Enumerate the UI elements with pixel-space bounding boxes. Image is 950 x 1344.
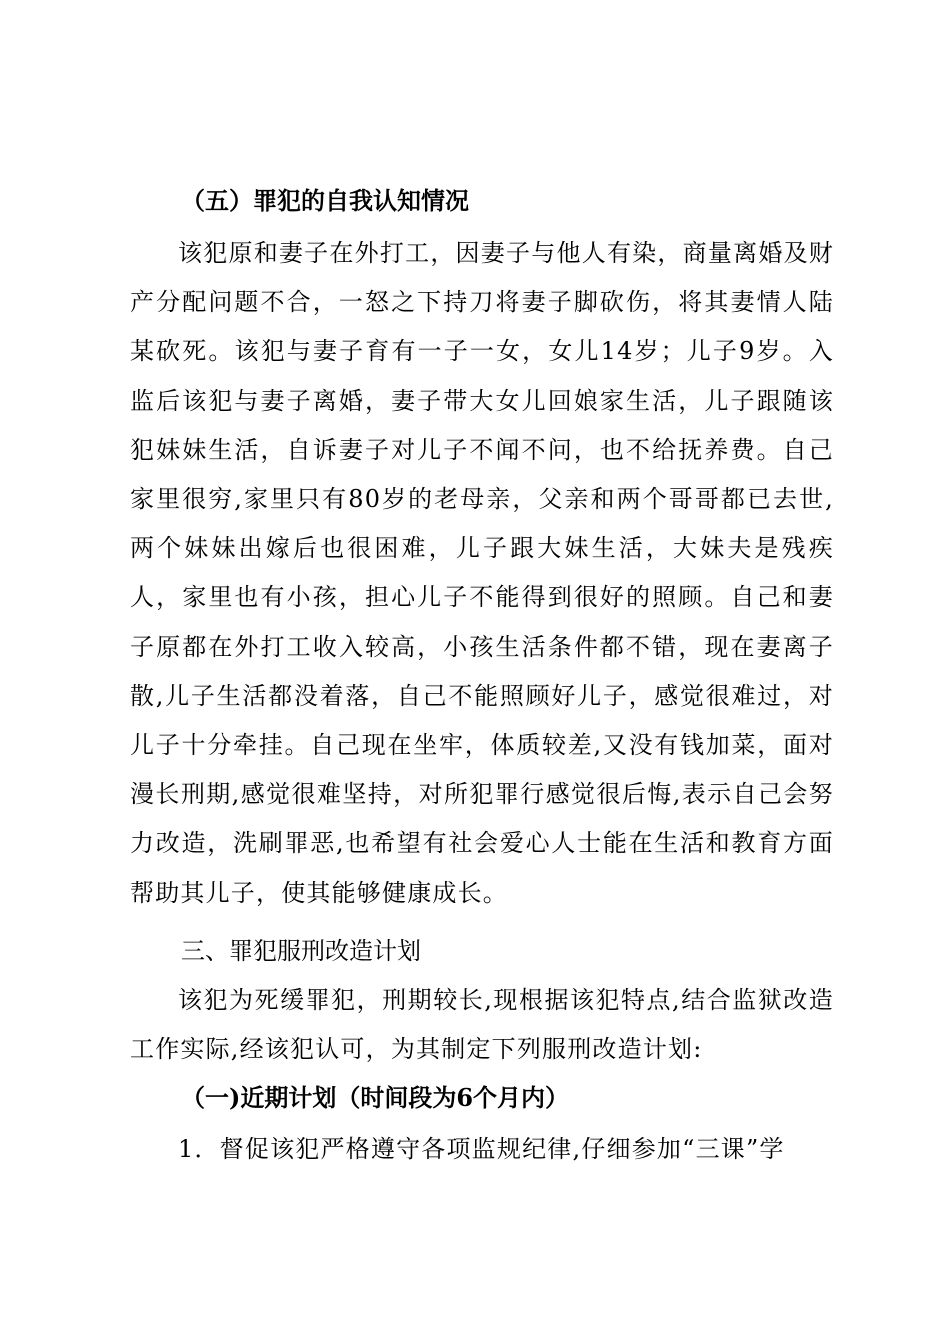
section-3-heading: 三、罪犯服刑改造计划: [181, 937, 421, 965]
subsection-1-heading: （一)近期计划（时间段为6个月内）: [181, 1083, 570, 1112]
section-5-heading: （五）罪犯的自我认知情况: [181, 186, 469, 215]
section-3-paragraph: 该犯为死缓罪犯，刑期较长,现根据该犯特点,结合监狱改造工作实际,经该犯认可，为其制定下列服刑改造计划:: [130, 986, 834, 1064]
plan-item-1: 1．督促该犯严格遵守各项监规纪律,仔细参加“三课”学: [178, 1135, 785, 1163]
section-5-paragraph: 该犯原和妻子在外打工，因妻子与他人有染，商量离婚及财产分配问题不合，一怒之下持刀将妻子脚砍伤，将其妻情人陆某砍死。该犯与妻子育有一子一女，女儿14岁；儿子9岁。入监后该犯与妻子离婚，妻子带大女儿回娘家生活，儿子跟随该犯妹妹生活，自诉妻子对儿子不闻不问，也不给抚养费。自己家里很穷,家里只有80岁的老母亲，父亲和两个哥哥都已去世,两个妹妹出嫁后也很困难，儿子跟大妹生活，大妹夫是残疾人，家里也有小孩，担心儿子不能得到很好的照顾。自己和妻子原都在外打工收入较高，小孩生活条件都不错，现在妻离子散,儿子生活都没着落，自己不能照顾好儿子，感觉很难过，对儿子十分牵挂。自己现在坐牢，体质较差,又没有钱加菜，面对漫长刑期,感觉很难坚持，对所犯罪行感觉很后悔,表示自己会努力改造，洗刷罪恶,也希望有社会爱心人士能在生活和教育方面帮助其儿子，使其能够健康成长。: [130, 239, 834, 907]
